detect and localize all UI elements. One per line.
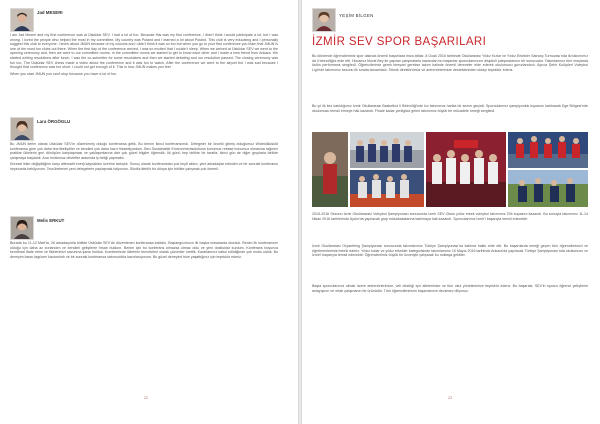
student-photo <box>10 117 34 141</box>
testimonial-text <box>10 33 278 78</box>
paragraph: Burada bu 11-12 Mart'ta, 26 arkadaşımla birlikte Üsküdar SEV'de düzenlenen konferansa katıldık. Başlangıcımızın ilk başka masalarda oturduk. Benim ilk konferansım olduğu için daha az zorlandım ve kendimi geliştirme fırsatı buldum. Benim için bu konferans olmazsa olmaz oldu ve yeni dostluklar kurdum. Konferans boyunca kendimizi ifade etme ve fikirlerimizi savunma şansı bulduk. Komitemizde ülkelerin temsilcileri olarak çözümler ürettik. Kararlarımız kabul edildiğinde çok mutlu olduk. Bu deneyim bana özgüven kazandırdı ve bir sonraki konferansa sabırsızlıkla hazırlanıyorum. Bu güzel deneyimi bize yaşattığınız için teşekkür ederiz. <box>10 241 278 259</box>
team-photo <box>312 132 348 207</box>
paragraph: Bu yıl ilk kez katıldığımız İzmir Okullararası Basketbol İl Birinciliği'nde kız takımımız harika bir sezon geçirdi. Sporcularımız şampiyonluk kupasını kaldırarak Ege Bölgesi'nde okulumuzu temsil etmeye hak kazandı. Finale kadar yenilgisiz gelen takımımız büyük bir mücadele örneği sergiledi. <box>312 104 588 113</box>
team-photo <box>350 132 424 168</box>
team-photo <box>508 132 588 168</box>
student-name: Melis ERKUT <box>37 218 65 223</box>
student-name: Lara ÖRGÖGLU <box>37 119 71 124</box>
paragraph: I am Jad Meseri and my first conference was at Üsküdar SEV. I had a lot of fun. Because this was my first conference, I didn't think I would participate a lot, but I was wrong. I loved the people who helped the most in my committee. My country was Poland and I learned a lot about Poland. This club is very educating and I personally suggest this club to everyone. I knew about JMUN because of my cousins and I didn't think it was so fun but when you go to your first conference you learn that JMUN is one of the most fun clubs out there. When the first day of the conference arrived, I was so excited that I couldn't sleep. When we arrived at Üsküdar SEV we went to the opening ceremony and, then we went to our committee rooms. In the committee rooms we started to get to know each other and I made a new friend from Ankara. We started writing resolutions after lunch. I was the co-submitter for some resolutions and then we started debating and our resolution passed. The closing ceremony was fun too. The Üsküdar SEV chess made a video about the conference and it was fun to watch. After the conference we went to the airport but I was sad because I thought that conference was too short. I could not get enough of it. This is how JMUN makes you feel. <box>10 33 278 70</box>
left-page <box>0 0 298 424</box>
author-name: YEŞİM BİLGEN <box>339 13 374 18</box>
author-photo <box>312 8 336 32</box>
testimonial-text <box>10 241 278 261</box>
paragraph: Başta sporcularımız olmak üzere antrenörlerimize, veli desteği için ailelerimize ve tüm okul yönetimimize teşekkür ederiz. Bu başarılar, SEV'in sporcu öğrenci yetiştirme anlayışının ve ortak çalışmanın bir ürünüdür. Tüm öğrencilerimizin başarılarının devamını diliyoruz. <box>312 284 588 293</box>
paragraph: Bu JMUN ilerim olarak Üsküdar SEV'in düzenlemiş olduğu konferansa gittik. Bu benim ikinci konferansımdı. Delegeler bir önceki gitmiş olduğumuz Widmülküsküt konferansa göre çok daha tecrübeliydiler ve kendimi çok daha hazır hissediyordum. Ben Sustainable Environmentsolutions konumuz rebase konumuz olmasına rağmen pratikte ülkelerin geri dönüşüm karşılaşması ve yaklaşımlarına dair çok güzel bilgiler öğrendik. İlk günü hep birlikte bir tarafta, ikinci gün de diğer gruplarla birlikte çalışmaya başladık. Ana mottomuz devletler arasında iş birliği yapmaktı. <box>10 142 278 160</box>
student-name: Jad MESERI <box>37 10 63 15</box>
paragraph: İzmir Okullararası Oryantiring Şampiyonası sonucunda takımlarımız Türkiye Şampiyonası'na katılma hakkı elde etti. Bu başarılarda emeği geçen tüm öğrencilerimizi ve öğretmenlerimizi tebrik ederiz. Yıldız kızlar ve yıldız erkekler kategorisinde takımlarımız 10 Mayıs 2016 tarihinde Ankara'da yapılacak Türkiye Şampiyonası'nda okulumuzu ve İzmir'i başarıyla temsil edecektir. Öğrencilerimiz büyük bir özveriyle çalışarak bu noktaya geldiler. <box>312 244 588 258</box>
paragraph: Küresel iklim değişikliğine karşı alternatif enerji kaynakları üzerine tartıştık. Sonuç olarak konferanstan çok keyif aldım, yeni arkadaşlar edindim ve bir sonraki konferansı heyecanla bekliyorum. Tecrübelerimi yeni delegelerle paylaşmak istiyorum. Sürdürülebilir bir dünya için birlikte çalışmak çok önemli. <box>10 162 278 171</box>
article-paragraph <box>312 104 588 113</box>
photo-collage <box>312 132 588 207</box>
article-title: İZMİR SEV SPOR BAŞARILARI <box>312 36 487 48</box>
team-photo <box>426 132 506 207</box>
article-paragraph <box>312 244 588 258</box>
paragraph: 2015-2016 Sezonu İzmir Okullararası Voleybol Şampiyonası sonucunda İzmir SEV Okulu yıldız erkek voleybol takımımız 2'lik kupasını kazandı. Bu sonuçla takımımız 11-14 Nisan 2016 tarihlerinde Aydın'da yapılacak grup müsabakalarına katılmaya hak kazandı. Sporcularımız İzmir'i başarıyla temsil edecektir. <box>312 212 588 221</box>
student-photo <box>10 216 34 240</box>
page-number: 22 <box>144 396 148 400</box>
article-paragraph <box>312 212 588 221</box>
team-photo <box>350 170 424 207</box>
article-paragraph <box>312 284 588 293</box>
paragraph: Bu dönemde öğrencilerimiz spor dalında önemli başarılara imza attılar. 8 Ocak 2016 tarihinde Okullararası Yıldız Kızlar ve Yıldız Erkekler Satranç Turnuvası'nda iki takımımız da il birinciliğini elde etti. Hocamız Murat Bey ile yapılan çalışmalarla kazanılan bu başarılar sporcularımızın disiplinli çalışmalarının bir sonucudur. Takımlarımız tüm maçlarda üstün performans sergiledi. Öğrencilerimiz gerek bireysel gerekse takım halinde önemli dereceler elde ederek okulumuzu gururlandırdı. Ayrıca Şehir Kulüpleri Voleybol Ligi'nde takımımız sezonu ilk sırada tamamladı. Teknik direktörümüz ve antrenörlerimize desteklerinden dolayı teşekkür ederiz. <box>312 54 588 72</box>
testimonial-text <box>10 142 278 174</box>
student-photo <box>10 8 34 32</box>
paragraph: When you start JMUN you can't stop because you have a lot of fun. <box>10 71 118 76</box>
article-paragraph <box>312 54 588 72</box>
team-photo <box>508 170 588 207</box>
right-page <box>302 0 600 424</box>
page-number: 23 <box>448 396 452 400</box>
